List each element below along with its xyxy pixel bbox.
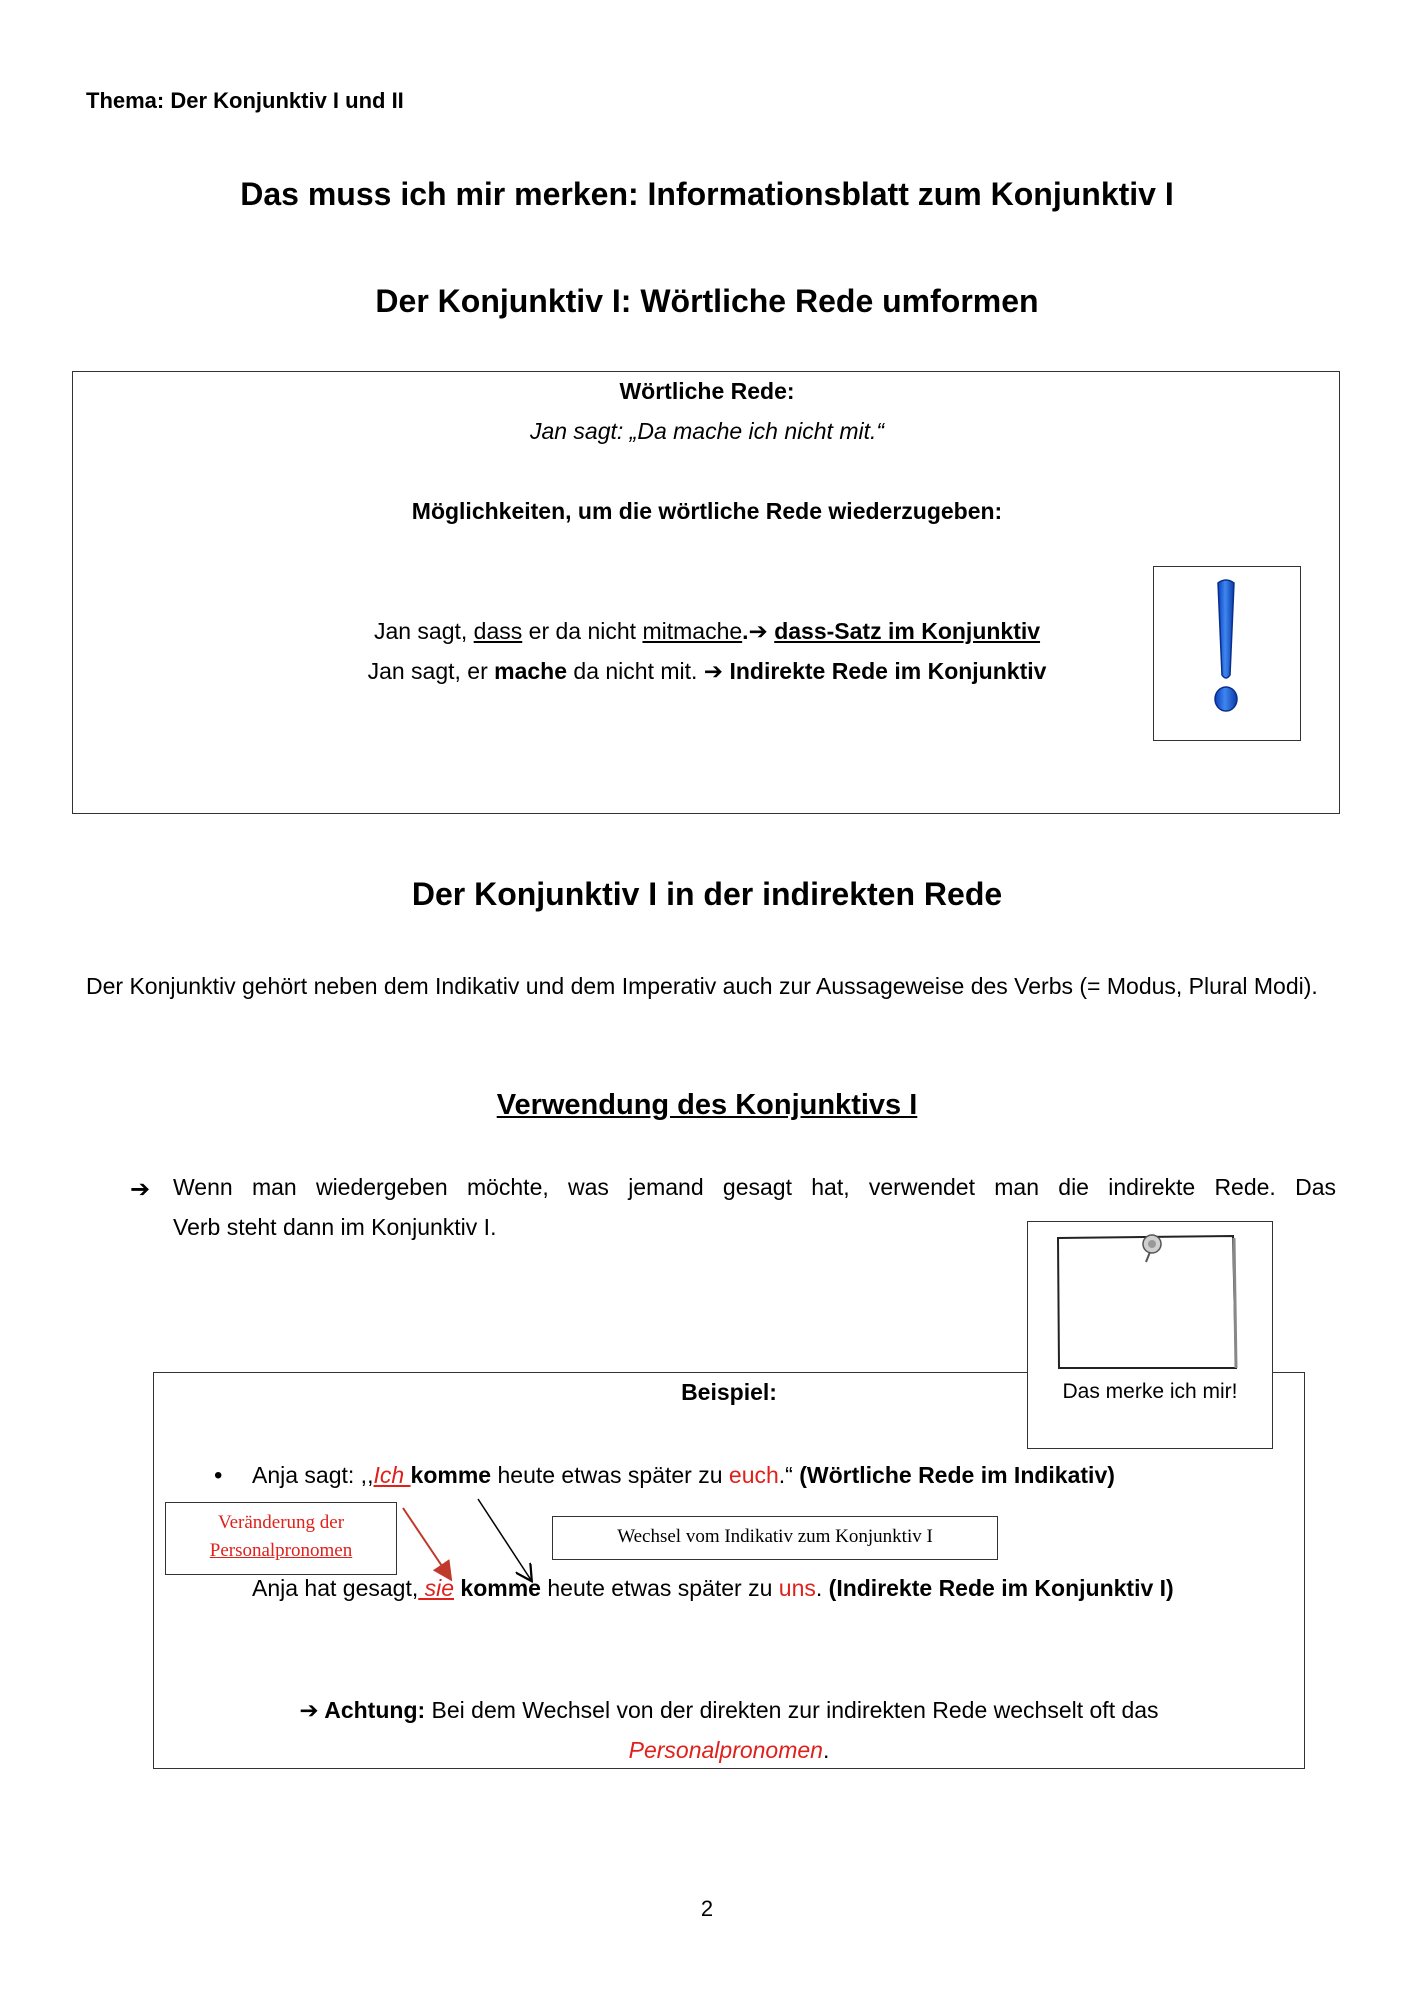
woertliche-rede-quote: Jan sagt: „Da mache ich nicht mit.“ bbox=[529, 418, 885, 444]
note-caption: Das merke ich mir! bbox=[1062, 1380, 1238, 1403]
moeglichkeiten-label: Möglichkeiten, um die wörtliche Rede wiederzugeben: bbox=[411, 498, 1003, 524]
achtung-line2 bbox=[153, 1737, 1305, 1764]
text: er da nicht bbox=[522, 618, 643, 644]
arrow-icon: ➔ bbox=[703, 658, 730, 684]
pronoun-euch: euch bbox=[728, 1462, 779, 1488]
verwendung-line2: Verb steht dann im Konjunktiv I. bbox=[173, 1214, 497, 1240]
woertliche-rede-label: Wörtliche Rede: bbox=[619, 378, 795, 404]
beispiel-satz-2 bbox=[252, 1575, 1174, 1602]
indirekte-rede-result: Indirekte Rede im Konjunktiv bbox=[729, 658, 1047, 684]
red-arrow bbox=[403, 1508, 450, 1578]
thema-heading: Thema: Der Konjunktiv I und II bbox=[86, 88, 404, 113]
tag-indikativ: (Wörtliche Rede im Indikativ) bbox=[799, 1462, 1115, 1488]
dot: . bbox=[822, 1737, 830, 1763]
arrow-icon: ➔ bbox=[130, 1176, 151, 1203]
achtung-text: Bei dem Wechsel von der direkten zur indirekten Rede wechselt oft das bbox=[425, 1697, 1159, 1723]
intro-paragraph: Der Konjunktiv gehört neben dem Indikativ und dem Imperativ auch zur Aussageweise des Verbs (= Modus, Plural Modi). bbox=[86, 973, 1318, 999]
personalpronomen-note-line2: Personalpronomen bbox=[209, 1540, 353, 1561]
page-number: 2 bbox=[700, 1896, 714, 1921]
personalpronomen-word: Personalpronomen bbox=[628, 1737, 823, 1763]
black-arrow bbox=[478, 1499, 531, 1580]
beispiel-label: Beispiel: bbox=[681, 1379, 777, 1405]
arrow-icon: ➔ bbox=[299, 1697, 325, 1723]
pronoun-uns: uns bbox=[778, 1575, 816, 1601]
text: da nicht mit. bbox=[567, 658, 704, 684]
text: heute etwas später zu bbox=[491, 1462, 729, 1488]
verb-komme: komme bbox=[410, 1462, 492, 1488]
dass-satz-result: dass-Satz im Konjunktiv bbox=[774, 618, 1041, 644]
text: .“ bbox=[778, 1462, 800, 1488]
main-title: Das muss ich mir merken: Informationsblatt zum Konjunktiv I bbox=[240, 176, 1174, 212]
achtung-line bbox=[153, 1697, 1305, 1724]
section-title: Der Konjunktiv I in der indirekten Rede bbox=[411, 876, 1003, 912]
pronoun-ich: Ich bbox=[373, 1462, 411, 1488]
achtung-label: Achtung: bbox=[324, 1697, 426, 1723]
tag-konjunktiv: (Indirekte Rede im Konjunktiv I) bbox=[828, 1575, 1174, 1601]
mitmache-word: mitmache bbox=[642, 618, 743, 644]
verwendung-title: Verwendung des Konjunktivs I bbox=[496, 1089, 918, 1121]
text: Anja hat gesagt, bbox=[252, 1575, 419, 1601]
text: heute etwas später zu bbox=[540, 1575, 779, 1601]
text: Jan sagt, er bbox=[367, 658, 495, 684]
sub-title: Der Konjunktiv I: Wörtliche Rede umformen bbox=[375, 283, 1039, 319]
bullet: • bbox=[214, 1462, 223, 1489]
text: Jan sagt, bbox=[373, 618, 474, 644]
arrow-icon: ➔ bbox=[748, 618, 775, 644]
mache-word: mache bbox=[494, 658, 568, 684]
dot: . bbox=[742, 618, 749, 644]
verwendung-line1: Wenn man wiedergeben möchte, was jemand gesagt hat, verwendet man die indirekte Rede. Das bbox=[173, 1174, 1336, 1200]
personalpronomen-note-line1: Veränderung der bbox=[217, 1512, 345, 1533]
pronoun-sie: sie bbox=[418, 1575, 455, 1601]
text: Anja sagt: ,, bbox=[252, 1462, 374, 1488]
wechsel-note: Wechsel vom Indikativ zum Konjunktiv I bbox=[552, 1516, 998, 1560]
text: . bbox=[815, 1575, 829, 1601]
dass-word: dass bbox=[473, 618, 523, 644]
verb-komme: komme bbox=[460, 1575, 541, 1601]
